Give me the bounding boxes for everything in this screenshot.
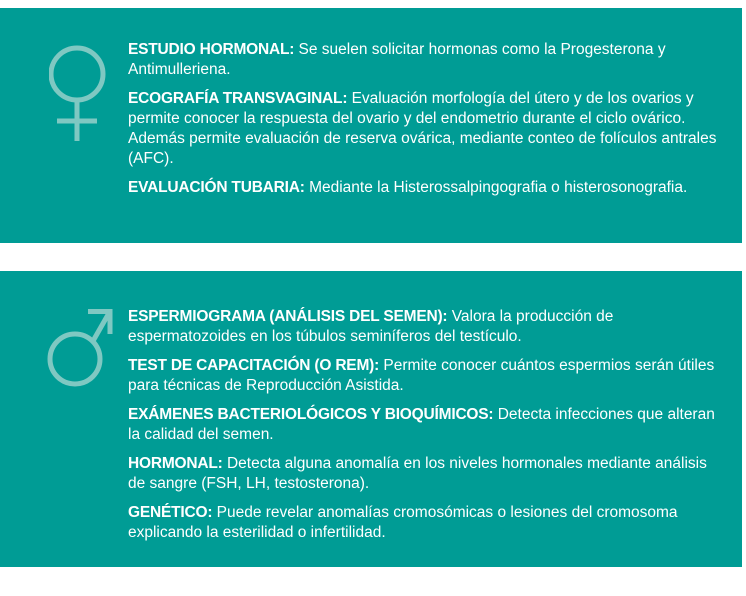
male-panel-content <box>128 307 722 552</box>
item-label: EXÁMENES BACTERIOLÓGICOS Y BIOQUÍMICOS: <box>128 406 494 423</box>
list-item <box>128 454 722 494</box>
item-text: Detecta infecciones que alteran la calidad del semen. <box>128 406 715 443</box>
item-text: Puede revelar anomalías cromosómicas o lesiones del cromosoma explicando la esterilidad o infertilidad. <box>128 504 678 541</box>
item-text: Valora la producción de espermatozoides en los túbulos seminíferos del testículo. <box>128 308 614 345</box>
item-text: Se suelen solicitar hormonas como la Progesterona y Antimulleriena. <box>128 41 666 78</box>
female-panel-content <box>128 40 722 207</box>
female-icon <box>49 44 106 142</box>
item-label: EVALUACIÓN TUBARIA: <box>128 179 305 196</box>
list-item <box>128 307 722 347</box>
item-label: ECOGRAFÍA TRANSVAGINAL: <box>128 90 348 107</box>
list-item <box>128 503 722 543</box>
list-item <box>128 40 722 80</box>
item-text: Permite conocer cuántos espermios serán útiles para técnicas de Reproducción Asistida. <box>128 357 715 394</box>
item-label: ESTUDIO HORMONAL: <box>128 41 295 58</box>
item-label: TEST DE CAPACITACIÓN (O REM): <box>128 357 380 374</box>
list-item <box>128 178 722 198</box>
male-icon <box>42 307 122 392</box>
list-item <box>128 356 722 396</box>
item-text: Detecta alguna anomalía en los niveles hormonales mediante análisis de sangre (FSH, LH, testosterona). <box>128 455 707 492</box>
list-item <box>128 405 722 445</box>
male-panel <box>0 271 742 567</box>
item-label: HORMONAL: <box>128 455 223 472</box>
female-panel <box>0 8 742 243</box>
item-text: Mediante la Histerossalpingografia o histerosonografia. <box>309 179 688 196</box>
list-item <box>128 89 722 169</box>
item-label: ESPERMIOGRAMA (ANÁLISIS DEL SEMEN): <box>128 308 448 325</box>
item-text: Evaluación morfología del útero y de los ovarios y permite conocer la respuesta del ovario y del endometrio durante el ciclo ovárico. Además permite evaluación de reserva ovárica, mediante conteo de folículos antrales (AFC). <box>128 90 717 167</box>
item-label: GENÉTICO: <box>128 504 213 521</box>
